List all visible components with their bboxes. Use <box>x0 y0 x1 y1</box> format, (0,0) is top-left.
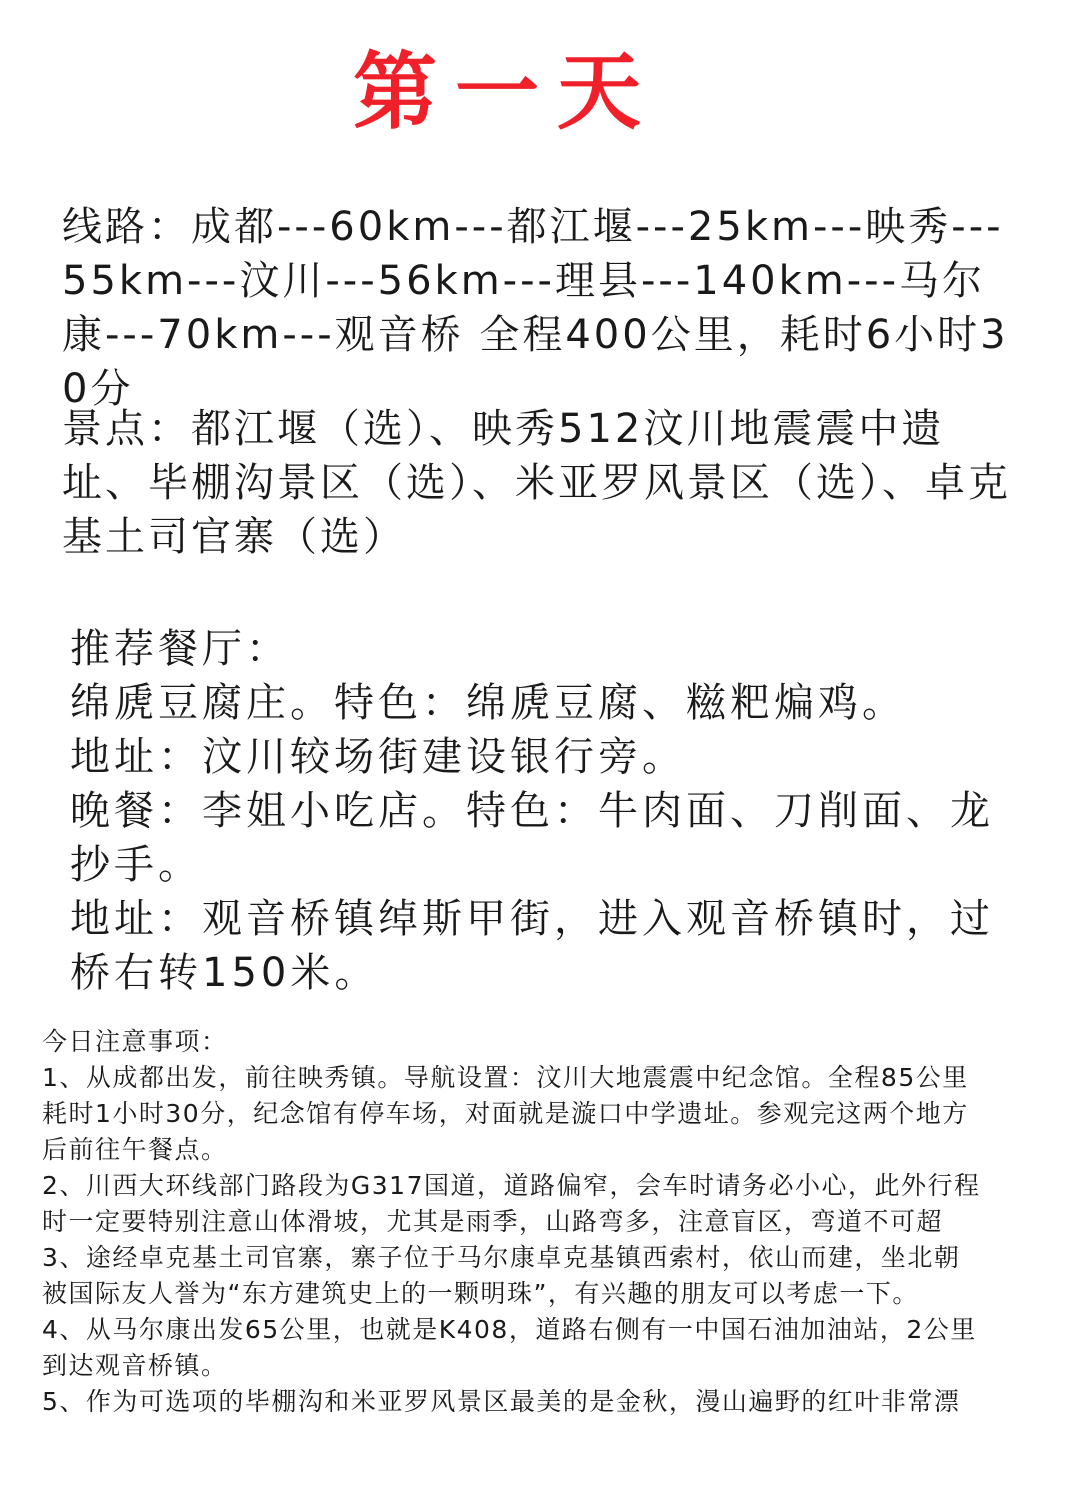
restaurant-line: 地址：汶川较场街建设银行旁。 <box>70 734 686 780</box>
notes-line: 被国际友人誉为“东方建筑史上的一颗明珠”，有兴趣的朋友可以考虑一下。 <box>42 1279 919 1308</box>
restaurant-heading: 推荐餐厅： <box>70 626 290 672</box>
notes-line: 1、从成都出发，前往映秀镇。导航设置：汶川大地震震中纪念馆。全程85公里 <box>42 1063 969 1092</box>
restaurant-line: 绵虒豆腐庄。特色：绵虒豆腐、糍粑煸鸡。 <box>70 680 906 726</box>
notes-line: 到达观音桥镇。 <box>42 1351 228 1380</box>
notes-line: 时一定要特别注意山体滑坡，尤其是雨季，山路弯多，注意盲区，弯道不可超 <box>42 1207 944 1236</box>
notes-line: 5、作为可选项的毕棚沟和米亚罗风景区最美的是金秋，漫山遍野的红叶非常漂 <box>42 1387 961 1416</box>
restaurant-section <box>70 622 1030 1000</box>
sights-paragraph: 景点：都江堰（选）、映秀512汶川地震震中遗址、毕棚沟景区（选）、米亚罗风景区（选）、卓克基土司官寨（选） <box>62 406 1011 560</box>
restaurant-line: 桥右转150米。 <box>70 950 379 996</box>
notes-line: 后前往午餐点。 <box>42 1135 228 1164</box>
notes-line: 2、川西大环线部门路段为G317国道，道路偏窄，会车时请务必小心，此外行程 <box>42 1171 981 1200</box>
restaurant-line: 抄手。 <box>70 842 202 888</box>
page-title: 第一天 <box>352 43 659 141</box>
notes-section <box>42 1024 1072 1420</box>
route-paragraph: 线路：成都---60km---都江堰---25km---映秀---55km---汶川---56km---理县---140km---马尔康---70km---观音桥 全程400公里，耗时6小时30分 <box>62 204 1009 412</box>
notes-line: 4、从马尔康出发65公里，也就是K408，道路右侧有一中国石油加油站，2公里 <box>42 1315 977 1344</box>
notes-line: 耗时1小时30分，纪念馆有停车场，对面就是漩口中学遗址。参观完这两个地方 <box>42 1099 969 1128</box>
notes-heading: 今日注意事项： <box>42 1027 228 1056</box>
notes-line: 3、途经卓克基土司官寨，寨子位于马尔康卓克基镇西索村，依山而建，坐北朝 <box>42 1243 961 1272</box>
restaurant-line: 晚餐：李姐小吃店。特色：牛肉面、刀削面、龙 <box>70 788 994 834</box>
restaurant-line: 地址：观音桥镇绰斯甲街，进入观音桥镇时，过 <box>70 896 994 942</box>
